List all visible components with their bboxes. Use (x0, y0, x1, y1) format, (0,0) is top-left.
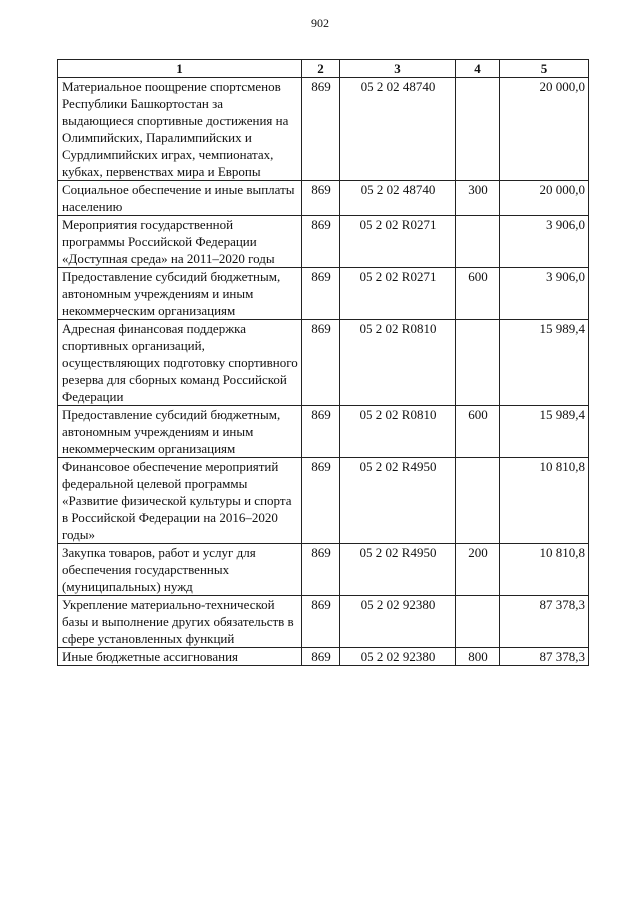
column-header-4: 4 (456, 60, 500, 78)
row-type (456, 216, 500, 268)
column-header-2: 2 (302, 60, 340, 78)
table-row (58, 181, 589, 216)
row-amount: 20 000,0 (500, 181, 589, 216)
table-row (58, 268, 589, 320)
row-code: 05 2 02 92380 (340, 596, 456, 648)
row-type (456, 78, 500, 181)
row-code: 05 2 02 R4950 (340, 458, 456, 544)
row-amount: 87 378,3 (500, 596, 589, 648)
row-name: Адресная финансовая поддержка спортивных организаций, осуществляющих подготовку спортивного резерва для сборных команд Российской Федерации (58, 320, 302, 406)
table-row (58, 78, 589, 181)
row-ministry: 869 (302, 320, 340, 406)
row-name: Мероприятия государственной программы Российской Федерации «Доступная среда» на 2011–2020 годы (58, 216, 302, 268)
row-amount: 10 810,8 (500, 458, 589, 544)
row-type: 800 (456, 648, 500, 666)
row-name: Финансовое обеспечение мероприятий федеральной целевой программы «Развитие физической культуры и спорта в Российской Федерации на 2016–2020 годы» (58, 458, 302, 544)
row-amount: 20 000,0 (500, 78, 589, 181)
page-number: 902 (311, 16, 329, 30)
table-row (58, 648, 589, 666)
row-code: 05 2 02 48740 (340, 78, 456, 181)
row-name: Иные бюджетные ассигнования (58, 648, 302, 666)
row-ministry: 869 (302, 216, 340, 268)
column-header-3: 3 (340, 60, 456, 78)
row-name: Укрепление материально-технической базы и выполнение других обязательств в сфере установленных функций (58, 596, 302, 648)
row-amount: 3 906,0 (500, 216, 589, 268)
row-name: Материальное поощрение спортсменов Республики Башкортостан за выдающиеся спортивные достижения на Олимпийских, Паралимпийских и Сурдлимпийских играх, чемпионатах, кубках, первенствах мира и Европы (58, 78, 302, 181)
table-row (58, 216, 589, 268)
row-type (456, 596, 500, 648)
budget-table (57, 59, 589, 666)
row-ministry: 869 (302, 544, 340, 596)
table-row (58, 458, 589, 544)
row-code: 05 2 02 R0271 (340, 216, 456, 268)
row-amount: 3 906,0 (500, 268, 589, 320)
row-code: 05 2 02 R0271 (340, 268, 456, 320)
table-row (58, 320, 589, 406)
row-amount: 10 810,8 (500, 544, 589, 596)
row-code: 05 2 02 92380 (340, 648, 456, 666)
table-row (58, 406, 589, 458)
column-header-1: 1 (58, 60, 302, 78)
row-code: 05 2 02 R0810 (340, 320, 456, 406)
row-ministry: 869 (302, 406, 340, 458)
row-name: Предоставление субсидий бюджетным, автономным учреждениям и иным некоммерческим организациям (58, 268, 302, 320)
row-name: Закупка товаров, работ и услуг для обеспечения государственных (муниципальных) нужд (58, 544, 302, 596)
table-row (58, 544, 589, 596)
row-code: 05 2 02 R0810 (340, 406, 456, 458)
row-name: Предоставление субсидий бюджетным, автономным учреждениям и иным некоммерческим организациям (58, 406, 302, 458)
row-type (456, 320, 500, 406)
row-ministry: 869 (302, 268, 340, 320)
row-name: Социальное обеспечение и иные выплаты населению (58, 181, 302, 216)
table-header-row (58, 60, 589, 78)
column-header-5: 5 (500, 60, 589, 78)
row-amount: 15 989,4 (500, 406, 589, 458)
row-amount: 15 989,4 (500, 320, 589, 406)
row-type: 300 (456, 181, 500, 216)
row-ministry: 869 (302, 458, 340, 544)
row-code: 05 2 02 R4950 (340, 544, 456, 596)
row-ministry: 869 (302, 78, 340, 181)
row-type: 600 (456, 268, 500, 320)
row-ministry: 869 (302, 181, 340, 216)
row-type: 200 (456, 544, 500, 596)
table-row (58, 596, 589, 648)
row-code: 05 2 02 48740 (340, 181, 456, 216)
row-ministry: 869 (302, 596, 340, 648)
row-ministry: 869 (302, 648, 340, 666)
row-type: 600 (456, 406, 500, 458)
row-amount: 87 378,3 (500, 648, 589, 666)
row-type (456, 458, 500, 544)
